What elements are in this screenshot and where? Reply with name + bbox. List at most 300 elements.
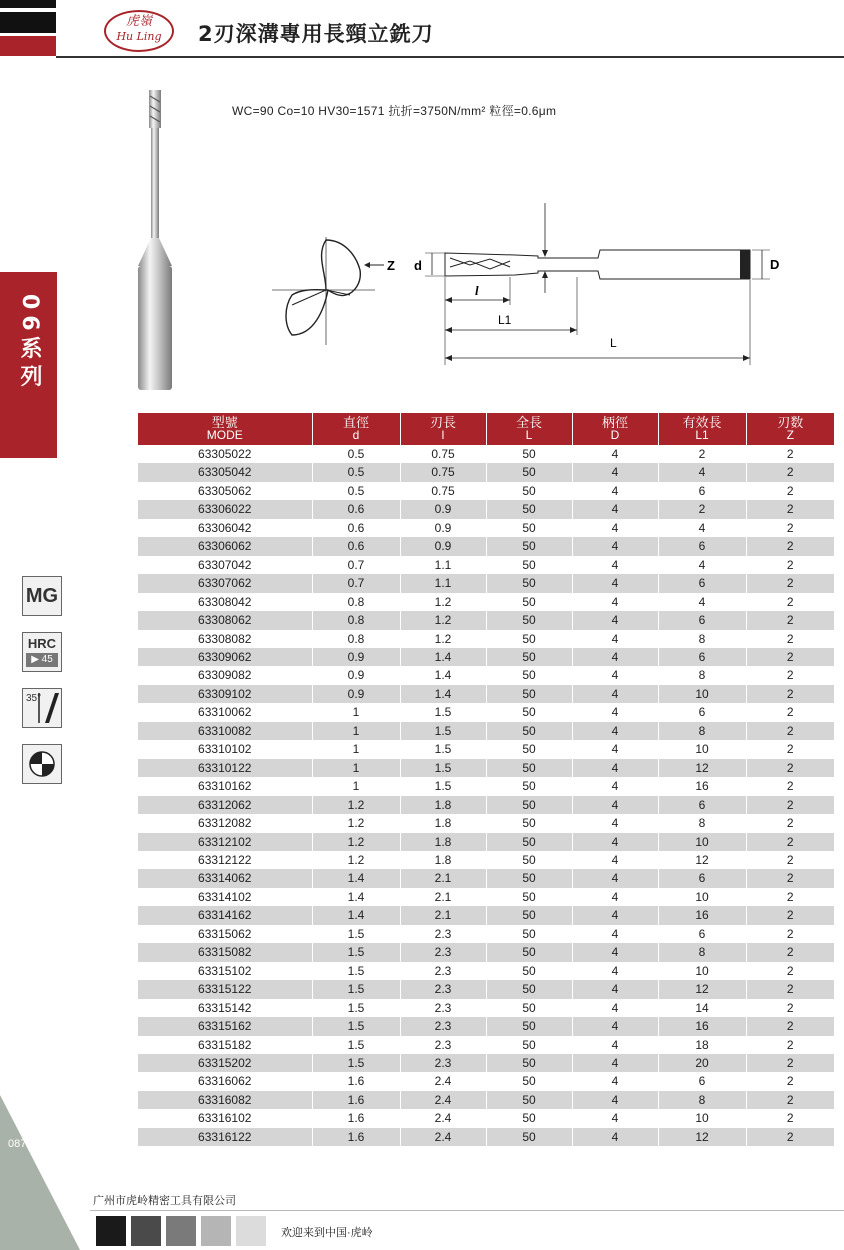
table-cell: 50 bbox=[486, 814, 572, 832]
table-cell: 50 bbox=[486, 1091, 572, 1109]
page-corner-triangle bbox=[0, 1095, 80, 1250]
table-cell: 4 bbox=[572, 648, 658, 666]
table-cell: 63315082 bbox=[138, 943, 312, 961]
column-header-en: D bbox=[610, 428, 620, 442]
spec-table bbox=[138, 413, 834, 1146]
table-cell: 2 bbox=[746, 962, 834, 980]
table-cell: 2 bbox=[746, 906, 834, 924]
column-header-cn: 全長 bbox=[515, 415, 542, 430]
table-cell: 1 bbox=[312, 759, 400, 777]
table-cell: 8 bbox=[658, 1091, 746, 1109]
table-cell: 1.6 bbox=[312, 1072, 400, 1090]
helix-angle-badge bbox=[22, 688, 62, 728]
helix-angle-icon bbox=[23, 689, 61, 727]
z-label: Z bbox=[387, 258, 395, 273]
column-header-en: MODE bbox=[206, 428, 243, 442]
table-row bbox=[138, 1128, 834, 1146]
material-mg-badge bbox=[22, 576, 62, 616]
table-cell: 50 bbox=[486, 1036, 572, 1054]
hrc-badge bbox=[22, 632, 62, 672]
table-cell: 2 bbox=[746, 999, 834, 1017]
table-row bbox=[138, 999, 834, 1017]
table-cell: 4 bbox=[572, 1072, 658, 1090]
table-cell: 63306062 bbox=[138, 537, 312, 555]
table-cell: 63315122 bbox=[138, 980, 312, 998]
table-cell: 50 bbox=[486, 722, 572, 740]
table-cell: 63314102 bbox=[138, 888, 312, 906]
table-cell: 1.5 bbox=[312, 980, 400, 998]
table-cell: 63312122 bbox=[138, 851, 312, 869]
table-cell: 1.4 bbox=[400, 666, 486, 684]
table-cell: 2 bbox=[746, 1072, 834, 1090]
table-cell: 63315102 bbox=[138, 962, 312, 980]
table-row bbox=[138, 1054, 834, 1072]
table-cell: 2.4 bbox=[400, 1072, 486, 1090]
helix-angle-label: 35° bbox=[26, 693, 42, 704]
table-cell: 50 bbox=[486, 925, 572, 943]
table-cell: 12 bbox=[658, 1128, 746, 1146]
table-cell: 6 bbox=[658, 482, 746, 500]
table-cell: 4 bbox=[658, 593, 746, 611]
table-cell: 4 bbox=[572, 943, 658, 961]
table-cell: 50 bbox=[486, 962, 572, 980]
table-cell: 4 bbox=[572, 888, 658, 906]
table-cell: 1.6 bbox=[312, 1128, 400, 1146]
table-row bbox=[138, 1109, 834, 1127]
table-cell: 2.3 bbox=[400, 999, 486, 1017]
table-cell: 1.5 bbox=[312, 1054, 400, 1072]
table-row bbox=[138, 611, 834, 629]
page-title: 2刃深溝專用長頸立銑刀 bbox=[198, 22, 434, 46]
table-cell: 4 bbox=[572, 611, 658, 629]
table-cell: 1.2 bbox=[312, 851, 400, 869]
table-cell: 63308082 bbox=[138, 630, 312, 648]
table-row bbox=[138, 833, 834, 851]
table-cell: 1.8 bbox=[400, 814, 486, 832]
table-cell: 50 bbox=[486, 1109, 572, 1127]
column-header-cn: 刃数 bbox=[777, 415, 804, 430]
table-cell: 2 bbox=[746, 980, 834, 998]
table-cell: 50 bbox=[486, 1017, 572, 1035]
table-cell: 4 bbox=[572, 980, 658, 998]
table-cell: 4 bbox=[572, 685, 658, 703]
column-header bbox=[400, 413, 486, 445]
table-cell: 2.4 bbox=[400, 1109, 486, 1127]
table-cell: 2 bbox=[746, 888, 834, 906]
table-cell: 50 bbox=[486, 685, 572, 703]
table-cell: 6 bbox=[658, 611, 746, 629]
table-cell: 0.9 bbox=[312, 666, 400, 684]
table-cell: 50 bbox=[486, 703, 572, 721]
table-cell: 2 bbox=[746, 759, 834, 777]
table-cell: 50 bbox=[486, 796, 572, 814]
table-cell: 4 bbox=[572, 1091, 658, 1109]
logo-text-en: Hu Ling bbox=[116, 30, 162, 43]
table-cell: 0.7 bbox=[312, 556, 400, 574]
table-cell: 2.3 bbox=[400, 943, 486, 961]
table-cell: 2 bbox=[746, 740, 834, 758]
column-header bbox=[658, 413, 746, 445]
table-cell: 12 bbox=[658, 980, 746, 998]
table-cell: 63314162 bbox=[138, 906, 312, 924]
table-row bbox=[138, 537, 834, 555]
table-row bbox=[138, 1036, 834, 1054]
column-header-en: L1 bbox=[695, 428, 709, 442]
table-cell: 4 bbox=[572, 630, 658, 648]
table-cell: 0.9 bbox=[312, 685, 400, 703]
table-cell: 2 bbox=[746, 519, 834, 537]
table-cell: 1 bbox=[312, 703, 400, 721]
table-cell: 0.9 bbox=[400, 519, 486, 537]
table-cell: 4 bbox=[572, 519, 658, 537]
column-header-cn: 型號 bbox=[211, 415, 238, 430]
table-cell: 50 bbox=[486, 666, 572, 684]
color-swatch bbox=[236, 1216, 266, 1246]
table-row bbox=[138, 703, 834, 721]
table-cell: 4 bbox=[572, 962, 658, 980]
table-row bbox=[138, 685, 834, 703]
table-cell: 63310102 bbox=[138, 740, 312, 758]
table-cell: 12 bbox=[658, 851, 746, 869]
table-cell: 2 bbox=[746, 1017, 834, 1035]
table-cell: 50 bbox=[486, 888, 572, 906]
column-header-cn: 有效長 bbox=[682, 415, 722, 430]
table-cell: 2.3 bbox=[400, 1054, 486, 1072]
table-cell: 2 bbox=[746, 925, 834, 943]
table-cell: 1.5 bbox=[400, 703, 486, 721]
L-label: L bbox=[610, 336, 617, 350]
table-cell: 2.4 bbox=[400, 1091, 486, 1109]
table-cell: 2 bbox=[746, 1109, 834, 1127]
table-cell: 50 bbox=[486, 980, 572, 998]
table-cell: 63315062 bbox=[138, 925, 312, 943]
table-row bbox=[138, 666, 834, 684]
table-cell: 16 bbox=[658, 1017, 746, 1035]
column-header-cn: 柄徑 bbox=[601, 415, 628, 430]
table-cell: 1.2 bbox=[312, 796, 400, 814]
table-cell: 4 bbox=[572, 556, 658, 574]
table-cell: 0.5 bbox=[312, 445, 400, 463]
table-cell: 4 bbox=[572, 851, 658, 869]
table-cell: 2 bbox=[658, 445, 746, 463]
table-cell: 50 bbox=[486, 500, 572, 518]
table-cell: 8 bbox=[658, 630, 746, 648]
table-cell: 1.5 bbox=[400, 759, 486, 777]
table-cell: 0.8 bbox=[312, 611, 400, 629]
table-cell: 1.4 bbox=[312, 906, 400, 924]
table-cell: 0.6 bbox=[312, 500, 400, 518]
color-swatch bbox=[96, 1216, 126, 1246]
table-cell: 4 bbox=[572, 906, 658, 924]
table-cell: 4 bbox=[572, 925, 658, 943]
table-cell: 50 bbox=[486, 740, 572, 758]
table-cell: 0.75 bbox=[400, 463, 486, 481]
table-cell: 2 bbox=[746, 537, 834, 555]
table-cell: 2 bbox=[746, 482, 834, 500]
table-cell: 63309082 bbox=[138, 666, 312, 684]
table-row bbox=[138, 888, 834, 906]
table-row bbox=[138, 796, 834, 814]
table-cell: 10 bbox=[658, 888, 746, 906]
table-cell: 4 bbox=[572, 740, 658, 758]
table-cell: 1.5 bbox=[400, 777, 486, 795]
table-cell: 4 bbox=[572, 777, 658, 795]
table-cell: 4 bbox=[572, 574, 658, 592]
table-row bbox=[138, 482, 834, 500]
table-cell: 16 bbox=[658, 906, 746, 924]
header-color-bars bbox=[0, 0, 56, 58]
table-cell: 63306042 bbox=[138, 519, 312, 537]
table-cell: 1.8 bbox=[400, 833, 486, 851]
color-swatch bbox=[131, 1216, 161, 1246]
table-cell: 2 bbox=[746, 611, 834, 629]
table-cell: 63312062 bbox=[138, 796, 312, 814]
table-cell: 50 bbox=[486, 906, 572, 924]
series-tab bbox=[0, 272, 57, 458]
table-cell: 63305022 bbox=[138, 445, 312, 463]
column-header bbox=[572, 413, 658, 445]
table-cell: 63310062 bbox=[138, 703, 312, 721]
table-cell: 2 bbox=[746, 648, 834, 666]
table-cell: 2 bbox=[746, 777, 834, 795]
table-cell: 63305042 bbox=[138, 463, 312, 481]
table-cell: 4 bbox=[572, 833, 658, 851]
table-cell: 50 bbox=[486, 519, 572, 537]
mg-label: MG bbox=[25, 585, 59, 607]
d-label: d bbox=[414, 258, 422, 273]
table-cell: 63316082 bbox=[138, 1091, 312, 1109]
table-cell: 1.6 bbox=[312, 1091, 400, 1109]
table-cell: 2 bbox=[658, 500, 746, 518]
table-cell: 63310082 bbox=[138, 722, 312, 740]
table-cell: 50 bbox=[486, 759, 572, 777]
table-cell: 1.2 bbox=[312, 833, 400, 851]
table-cell: 0.8 bbox=[312, 630, 400, 648]
column-header-en: L bbox=[525, 428, 533, 442]
column-header bbox=[312, 413, 400, 445]
table-cell: 63315162 bbox=[138, 1017, 312, 1035]
table-cell: 4 bbox=[572, 593, 658, 611]
table-cell: 4 bbox=[572, 796, 658, 814]
table-cell: 6 bbox=[658, 869, 746, 887]
table-cell: 50 bbox=[486, 611, 572, 629]
table-cell: 10 bbox=[658, 962, 746, 980]
table-cell: 50 bbox=[486, 869, 572, 887]
table-cell: 4 bbox=[658, 463, 746, 481]
table-row bbox=[138, 943, 834, 961]
table-cell: 2 bbox=[746, 1128, 834, 1146]
column-header bbox=[486, 413, 572, 445]
table-cell: 1.5 bbox=[312, 962, 400, 980]
table-cell: 63310122 bbox=[138, 759, 312, 777]
table-row bbox=[138, 777, 834, 795]
table-cell: 50 bbox=[486, 574, 572, 592]
table-cell: 1.1 bbox=[400, 574, 486, 592]
table-cell: 4 bbox=[572, 463, 658, 481]
table-cell: 2 bbox=[746, 1054, 834, 1072]
table-cell: 2.4 bbox=[400, 1128, 486, 1146]
column-header bbox=[746, 413, 834, 445]
table-cell: 4 bbox=[572, 1054, 658, 1072]
table-cell: 2 bbox=[746, 814, 834, 832]
table-row bbox=[138, 1091, 834, 1109]
table-cell: 1.4 bbox=[400, 648, 486, 666]
table-cell: 10 bbox=[658, 740, 746, 758]
table-row bbox=[138, 814, 834, 832]
table-cell: 1.8 bbox=[400, 851, 486, 869]
welcome-text: 欢迎来到中国·虎岭 bbox=[281, 1227, 373, 1239]
table-cell: 63315202 bbox=[138, 1054, 312, 1072]
table-cell: 4 bbox=[572, 666, 658, 684]
table-cell: 0.5 bbox=[312, 482, 400, 500]
flute-2-icon bbox=[22, 744, 62, 784]
table-cell: 2 bbox=[746, 500, 834, 518]
two-flute-section-icon bbox=[23, 745, 61, 783]
table-cell: 10 bbox=[658, 685, 746, 703]
table-cell: 2.1 bbox=[400, 869, 486, 887]
table-cell: 50 bbox=[486, 463, 572, 481]
table-cell: 4 bbox=[572, 1036, 658, 1054]
table-row bbox=[138, 500, 834, 518]
table-cell: 4 bbox=[572, 814, 658, 832]
table-cell: 0.9 bbox=[312, 648, 400, 666]
l-label: l bbox=[475, 283, 479, 298]
table-row bbox=[138, 962, 834, 980]
table-cell: 50 bbox=[486, 445, 572, 463]
table-cell: 1.5 bbox=[312, 943, 400, 961]
table-row bbox=[138, 593, 834, 611]
table-cell: 63316122 bbox=[138, 1128, 312, 1146]
table-cell: 50 bbox=[486, 630, 572, 648]
table-cell: 1.2 bbox=[400, 593, 486, 611]
table-cell: 2.3 bbox=[400, 980, 486, 998]
table-cell: 4 bbox=[572, 482, 658, 500]
table-cell: 8 bbox=[658, 666, 746, 684]
table-row bbox=[138, 740, 834, 758]
table-cell: 2.1 bbox=[400, 906, 486, 924]
table-cell: 4 bbox=[572, 999, 658, 1017]
table-cell: 63312082 bbox=[138, 814, 312, 832]
table-cell: 4 bbox=[658, 556, 746, 574]
table-row bbox=[138, 445, 834, 463]
table-cell: 0.9 bbox=[400, 537, 486, 555]
table-row bbox=[138, 574, 834, 592]
table-cell: 14 bbox=[658, 999, 746, 1017]
table-cell: 1.2 bbox=[400, 630, 486, 648]
table-body bbox=[138, 445, 834, 1146]
column-header-en: d bbox=[352, 428, 360, 442]
table-cell: 20 bbox=[658, 1054, 746, 1072]
table-cell: 2.3 bbox=[400, 925, 486, 943]
table-cell: 63308042 bbox=[138, 593, 312, 611]
table-cell: 2 bbox=[746, 666, 834, 684]
table-cell: 4 bbox=[572, 869, 658, 887]
table-cell: 63316102 bbox=[138, 1109, 312, 1127]
table-cell: 2.3 bbox=[400, 1017, 486, 1035]
table-cell: 63310162 bbox=[138, 777, 312, 795]
table-cell: 6 bbox=[658, 703, 746, 721]
table-row bbox=[138, 869, 834, 887]
table-cell: 4 bbox=[572, 1128, 658, 1146]
table-cell: 2 bbox=[746, 574, 834, 592]
table-row bbox=[138, 722, 834, 740]
table-row bbox=[138, 1017, 834, 1035]
table-cell: 0.75 bbox=[400, 482, 486, 500]
table-cell: 2 bbox=[746, 722, 834, 740]
table-cell: 2.3 bbox=[400, 962, 486, 980]
table-cell: 2 bbox=[746, 685, 834, 703]
table-cell: 1.4 bbox=[312, 869, 400, 887]
table-cell: 2 bbox=[746, 463, 834, 481]
table-cell: 10 bbox=[658, 833, 746, 851]
table-row bbox=[138, 556, 834, 574]
table-cell: 2 bbox=[746, 630, 834, 648]
table-cell: 63305062 bbox=[138, 482, 312, 500]
table-cell: 1.4 bbox=[400, 685, 486, 703]
table-cell: 1.6 bbox=[312, 1109, 400, 1127]
table-cell: 63315182 bbox=[138, 1036, 312, 1054]
table-cell: 6 bbox=[658, 1072, 746, 1090]
table-cell: 4 bbox=[572, 1109, 658, 1127]
table-row bbox=[138, 906, 834, 924]
table-cell: 63309102 bbox=[138, 685, 312, 703]
table-cell: 1 bbox=[312, 740, 400, 758]
table-cell: 0.7 bbox=[312, 574, 400, 592]
table-cell: 1.5 bbox=[312, 1017, 400, 1035]
table-cell: 1.5 bbox=[312, 925, 400, 943]
table-cell: 4 bbox=[572, 445, 658, 463]
table-cell: 0.8 bbox=[312, 593, 400, 611]
page-number: 087 bbox=[8, 1138, 27, 1150]
table-cell: 50 bbox=[486, 1054, 572, 1072]
table-cell: 4 bbox=[572, 1017, 658, 1035]
table-cell: 2 bbox=[746, 556, 834, 574]
table-cell: 2 bbox=[746, 1036, 834, 1054]
table-cell: 4 bbox=[658, 519, 746, 537]
table-cell: 1.5 bbox=[312, 999, 400, 1017]
table-cell: 2 bbox=[746, 851, 834, 869]
table-cell: 63316062 bbox=[138, 1072, 312, 1090]
table-cell: 50 bbox=[486, 777, 572, 795]
table-cell: 50 bbox=[486, 943, 572, 961]
column-header-en: l bbox=[441, 428, 445, 442]
table-cell: 50 bbox=[486, 593, 572, 611]
D-label: D bbox=[770, 257, 780, 272]
header-rule bbox=[56, 56, 844, 58]
material-spec: WC=90 Co=10 HV30=1571 抗折=3750N/mm² 粒徑=0.6μm bbox=[232, 104, 557, 118]
table-cell: 4 bbox=[572, 703, 658, 721]
table-cell: 63307042 bbox=[138, 556, 312, 574]
table-cell: 4 bbox=[572, 537, 658, 555]
table-cell: 1.4 bbox=[312, 888, 400, 906]
table-cell: 50 bbox=[486, 556, 572, 574]
table-cell: 8 bbox=[658, 722, 746, 740]
table-cell: 1.5 bbox=[400, 722, 486, 740]
table-cell: 8 bbox=[658, 814, 746, 832]
company-name: 广州市虎岭精密工具有限公司 bbox=[93, 1195, 236, 1207]
table-cell: 4 bbox=[572, 500, 658, 518]
table-cell: 50 bbox=[486, 1128, 572, 1146]
column-header-cn: 直徑 bbox=[342, 415, 369, 430]
table-row bbox=[138, 851, 834, 869]
column-header-en: Z bbox=[786, 428, 794, 442]
table-cell: 1.5 bbox=[312, 1036, 400, 1054]
table-cell: 63309062 bbox=[138, 648, 312, 666]
table-row bbox=[138, 463, 834, 481]
hrc-value: ▶ 45 bbox=[26, 653, 58, 667]
end-mill-photo bbox=[134, 88, 180, 393]
table-row bbox=[138, 1072, 834, 1090]
